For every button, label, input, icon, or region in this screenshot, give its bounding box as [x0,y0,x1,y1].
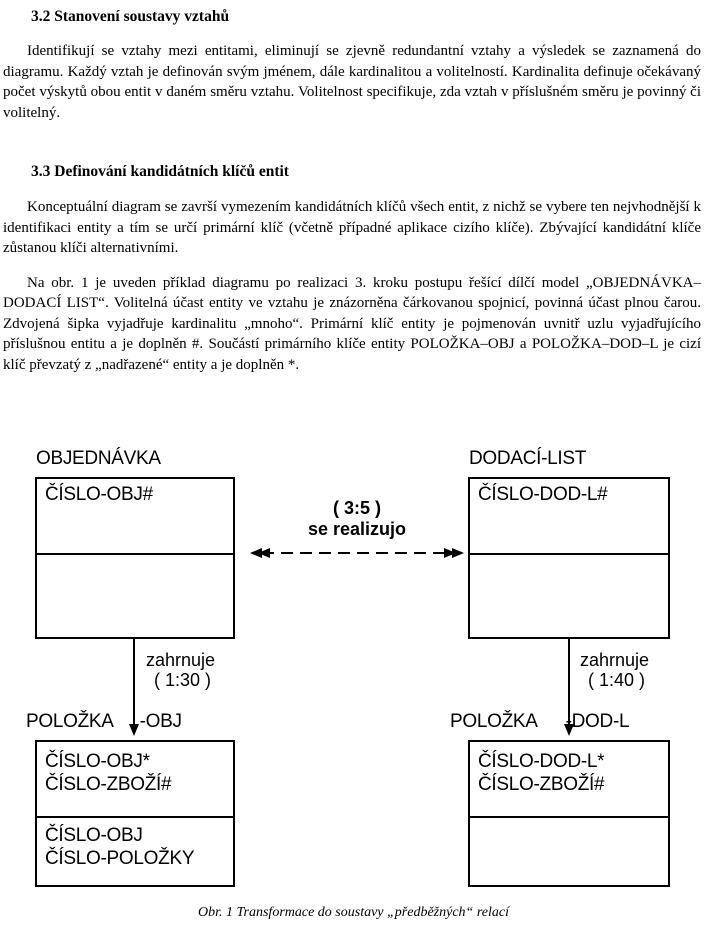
section-3-3 [3,163,701,375]
other-attrs [37,816,233,885]
entity-box-polozka-dod [468,740,670,887]
entity-title-part: POLOŽKA [26,711,113,732]
attribute: ČÍSLO-POLOŽKY [45,848,195,869]
er-diagram [0,440,707,900]
entity-title-part: -OBJ [139,711,182,732]
section-heading: 3.2 Stanovení soustavy vztahů [31,8,230,25]
attribute: ČÍSLO-DOD-L# [478,484,608,505]
entity-box-objednavka [35,477,235,639]
section-3-2 [3,8,701,123]
entity-title-polozka-dod [450,711,629,733]
entity-box-polozka-obj [35,740,235,887]
entity-title-part: -DOD-L [565,711,630,732]
other-attrs [470,816,668,885]
entity-title-dodaci-list: DODACÍ-LIST [469,448,587,469]
other-attrs [470,553,668,637]
relation-cardinality: ( 3:5 ) [332,498,381,518]
primary-attrs [470,742,668,816]
primary-attrs [37,742,233,816]
entity-box-dodaci-list [468,477,670,639]
relation-cardinality: ( 1:30 ) [154,670,212,690]
section-paragraph: Identifikují se vztahy mezi entitami, eliminují se zjevně redundantní vztahy a výsledek se zaznamená do diagramu. Každý vztah je definován svým jménem, dále kardinalitou a volitelností. Kardinalita definuje očekávaný počet výskytů obou entit v daném směru vztahu. Volitelnost specifikuje, zda vztah v příslušném směru je povinný či volitelný. [3,43,701,121]
entity-title-polozka-obj [26,711,182,733]
other-attrs [37,553,233,637]
attribute: ČÍSLO-DOD-L* [478,751,605,772]
primary-attrs [470,479,668,553]
attribute: ČÍSLO-OBJ* [45,751,150,772]
section-paragraph: Na obr. 1 je uveden příklad diagramu po realizaci 3. kroku postupu řešící dílčí model „OBJEDNÁVKA–DODACÍ LIST“. Volitelná účast entity ve vztahu je znázorněna čárkovanou spojnicí, povinná účast plnou čarou. Zdvojená šipka vyjadřuje kardinalitu „mnoho“. Primární klíč entity je pojmenován uvnitř uzlu vyjadřujícího příslušnou entitu a je doplněn #. Součástí primárního klíče entity POLOŽKA–OBJ a POLOŽKA–DOD–L je cizí klíč převzatý z „nadřazené“ entity a je doplněn *. [3,274,701,373]
attribute: ČÍSLO-OBJ [45,825,143,846]
relation-label-zahrnuje-obj [146,650,215,690]
relation-name: se realizujo [307,519,407,539]
relation-name: zahrnuje [580,650,650,670]
relation-name: zahrnuje [146,650,216,670]
entity-title-objednavka: OBJEDNÁVKA [36,448,161,469]
attribute: ČÍSLO-OBJ# [45,484,153,505]
figure-caption: Obr. 1 Transformace do soustavy „předběžných“ relací [198,905,509,920]
entity-title-part: POLOŽKA [450,711,537,732]
relation-label-realizuje [282,498,432,540]
section-paragraph: Konceptuální diagram se završí vymezením kandidátních klíčů všech entit, z nichž se vybere ten nejvhodnější k identifikaci entity a tím se určí primární klíč (včetně případné aplikace cizího klíče). Zbývající kandidátní klíče zůstanou klíči alternativními. [3,199,701,256]
section-heading: 3.3 Definování kandidátních klíčů entit [31,163,289,180]
relation-label-zahrnuje-dod [580,650,649,690]
relation-cardinality: ( 1:40 ) [588,670,646,690]
attribute: ČÍSLO-ZBOŽÍ# [478,774,605,795]
attribute: ČÍSLO-ZBOŽÍ# [45,774,172,795]
primary-attrs [37,479,233,553]
